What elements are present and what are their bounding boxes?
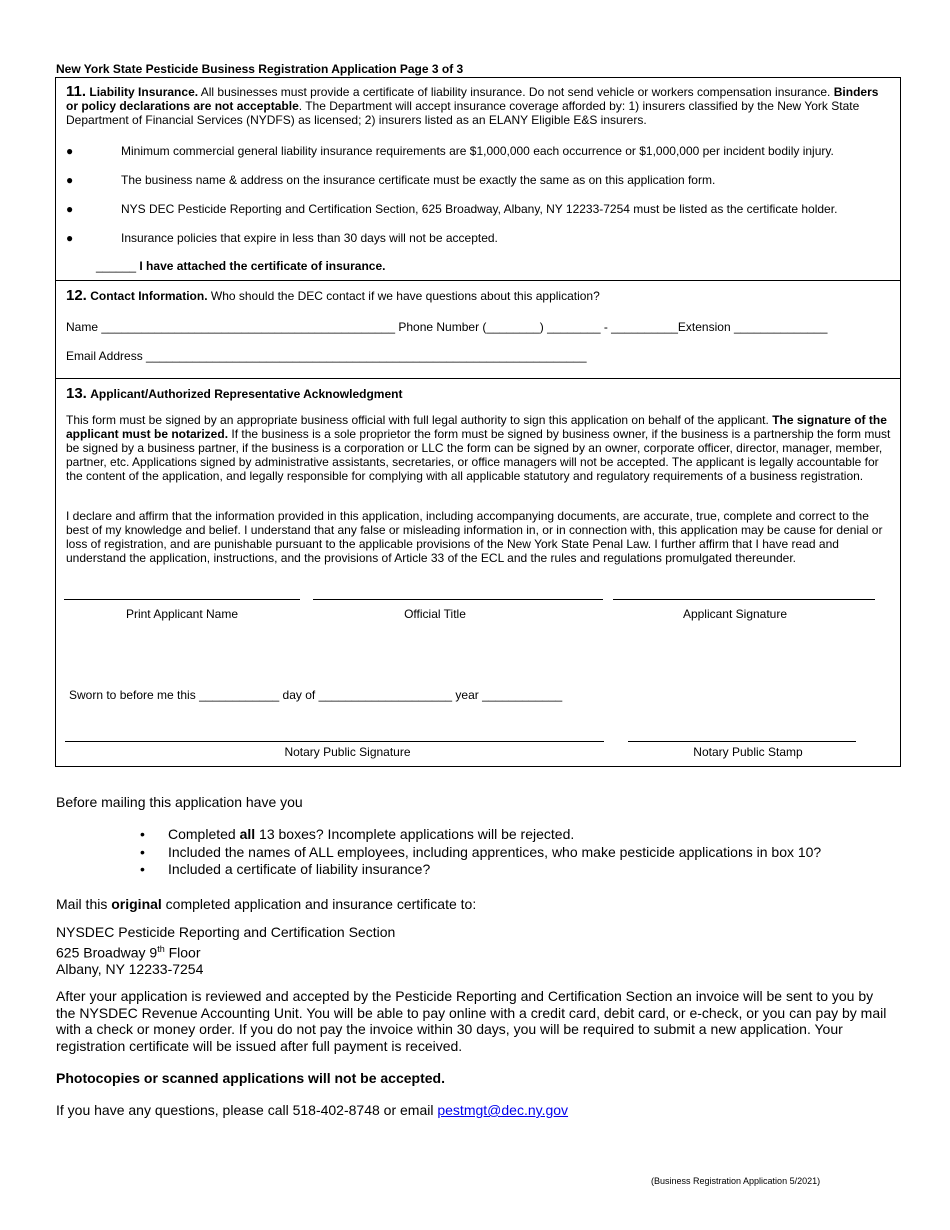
applicant-signature-label: Applicant Signature: [682, 607, 788, 621]
list-item: The business name & address on the insurance certificate must be exactly the same as on this application form.: [121, 173, 716, 187]
section-12: [56, 281, 900, 379]
notary-signature-label: Notary Public Signature: [284, 745, 411, 759]
list-item: [56, 826, 916, 844]
bullet-icon: ●: [66, 144, 74, 158]
sworn-month-field[interactable]: ____________________: [318, 688, 453, 702]
email-field[interactable]: __________________________________________________________________: [146, 349, 587, 363]
extension-label: Extension: [677, 320, 731, 334]
address-floor: Floor: [164, 944, 201, 961]
section-13-number: 13.: [66, 385, 87, 402]
form-version-footer: (Business Registration Application 5/2021): [651, 1176, 821, 1186]
section-11-number: 11.: [66, 83, 87, 100]
mail-intro-text-2: completed application and insurance certificate to:: [161, 896, 477, 912]
notary-stamp-line[interactable]: [628, 741, 856, 742]
attach-certificate-label: I have attached the certificate of insurance.: [139, 259, 386, 273]
bullet-icon: ●: [66, 231, 74, 245]
mail-intro-text: Mail this: [56, 896, 112, 912]
sworn-year-field[interactable]: ____________: [482, 688, 563, 702]
sworn-prefix: Sworn to before me this: [69, 688, 196, 702]
after-review-paragraph: After your application is reviewed and accepted by the Pesticide Reporting and Certification Section an invoice will be sent to you by the NYSDEC Revenue Accounting Unit. You will be able to pay online with a credit card, debit card, or e-check, or you can pay by mail with a check or money order. If you do not pay the invoice within 30 days, you will be required to submit a new application. Your registration certificate will be issued after full payment is received.: [56, 988, 887, 1054]
contact-row: [66, 320, 827, 334]
form-box: [55, 77, 901, 767]
address-line-2: [56, 941, 395, 961]
notary-stamp-label: Notary Public Stamp: [693, 745, 803, 759]
section-12-heading: [66, 289, 600, 303]
list-item: • Included a certificate of liability insurance?: [56, 861, 916, 879]
questions-text: If you have any questions, please call 518-402-8748 or email: [56, 1102, 438, 1118]
section-12-title: Contact Information.: [90, 289, 208, 303]
section-11-intro-bold: Binders or policy declarations are not acceptable: [66, 85, 879, 113]
sworn-day-of: day of: [282, 688, 316, 702]
section-11-title: Liability Insurance.: [89, 85, 199, 99]
address-line-1: NYSDEC Pesticide Reporting and Certification Section: [56, 924, 396, 940]
section-13-heading: [66, 387, 402, 401]
applicant-signature-line[interactable]: [613, 599, 875, 600]
extension-field[interactable]: ______________: [733, 320, 828, 334]
phone-field[interactable]: Phone Number (________) ________ - __________: [398, 320, 678, 334]
checklist-text-2: 13 boxes? Incomplete applications will be rejected.: [255, 826, 575, 842]
applicant-name-line[interactable]: [64, 599, 300, 600]
address-street: 625 Broadway 9: [56, 944, 158, 961]
address-line-3: Albany, NY 12233-7254: [56, 960, 204, 977]
checklist-text: Completed: [168, 826, 240, 842]
checklist-bold: all: [239, 826, 256, 842]
section-12-number: 12.: [66, 287, 87, 304]
section-11-intro-text: All businesses must provide a certificate of liability insurance. Do not send vehicle or workers compensation insurance.: [200, 85, 831, 99]
signing-requirements: [66, 413, 892, 483]
checklist: [56, 826, 916, 879]
mail-intro: [56, 896, 476, 912]
bullet-icon: ●: [66, 173, 74, 187]
mailing-address: [56, 924, 395, 977]
section-13-title: Applicant/Authorized Representative Acknowledgment: [90, 387, 403, 401]
notary-signature-line[interactable]: [65, 741, 604, 742]
section-13: [56, 379, 900, 766]
sworn-row: [69, 688, 562, 702]
official-title-line[interactable]: [313, 599, 603, 600]
checklist-intro: Before mailing this application have you: [56, 794, 303, 810]
signing-text: This form must be signed by an appropriate business official with full legal authority to sign this application on behalf of the applicant.: [66, 413, 773, 427]
email-label: Email Address: [66, 349, 143, 363]
official-title-label: Official Title: [404, 607, 466, 621]
bullet-icon: ●: [66, 202, 74, 216]
sworn-year-label: year: [455, 688, 479, 702]
list-item: • Included the names of ALL employees, including apprentices, who make pesticide applications in box 10?: [56, 844, 916, 862]
section-11-intro: [66, 85, 892, 127]
email-row: [66, 349, 587, 363]
list-item: NYS DEC Pesticide Reporting and Certification Section, 625 Broadway, Albany, NY 12233-7254 must be listed as the certificate holder.: [121, 202, 838, 216]
email-link[interactable]: pestmgt@dec.ny.gov: [437, 1102, 569, 1118]
attach-certificate-row: [96, 259, 385, 273]
declaration-paragraph: I declare and affirm that the information provided in this application, including accompanying documents, are accurate, true, complete and correct to the best of my knowledge and belief. I understand that any false or misleading information in, or in connection with, this application may be cause for denial or loss of registration, and are punishable pursuant to the applicable provisions of the New York State Penal Law. I further affirm that I have read and understand the application, instructions, and the provisions of Article 33 of the ECL and the rules and regulations promulgated thereunder.: [66, 509, 883, 565]
page-header: New York State Pesticide Business Registration Application Page 3 of 3: [56, 62, 464, 76]
notarized-notice: The signature of the applicant must be notarized.: [66, 413, 887, 441]
sworn-day-field[interactable]: ____________: [199, 688, 280, 702]
list-item: Minimum commercial general liability insurance requirements are $1,000,000 each occurrence or $1,000,000 per incident bodily injury.: [121, 144, 834, 158]
attach-certificate-blank[interactable]: ______: [96, 259, 137, 273]
signing-text-2: If the business is a sole proprietor the form must be signed by business owner, if the business is a partnership the form must be signed by a business partner, if the business is a corporation or LLC the form can be signed by an owner, corporate officer, director, manager, member, partner, etc. Applications signed by administrative assistants, secretaries, or office managers will not be accepted. The applicant is legally accountable for the content of the application, and legally responsible for complying with all applicable statutory and regulatory requirements of a business registration.: [66, 427, 891, 483]
address-sup: th: [157, 943, 165, 954]
applicant-name-label: Print Applicant Name: [125, 607, 239, 621]
mail-intro-bold: original: [111, 896, 162, 912]
section-11-intro-text-2: . The Department will accept insurance coverage afforded by: 1) insurers classified by the New York State Department of Financial Services (NYDFS) as licensed; 2) insurers listed as an ELANY Eligible E&S insurers.: [66, 99, 860, 127]
name-field[interactable]: ____________________________________________: [101, 320, 396, 334]
photocopy-notice: Photocopies or scanned applications will not be accepted.: [56, 1070, 445, 1086]
name-label: Name: [66, 320, 99, 334]
list-item: Insurance policies that expire in less than 30 days will not be accepted.: [121, 231, 498, 245]
section-11: [56, 78, 900, 281]
questions-line: [56, 1102, 568, 1118]
section-12-question: Who should the DEC contact if we have questions about this application?: [210, 289, 600, 303]
